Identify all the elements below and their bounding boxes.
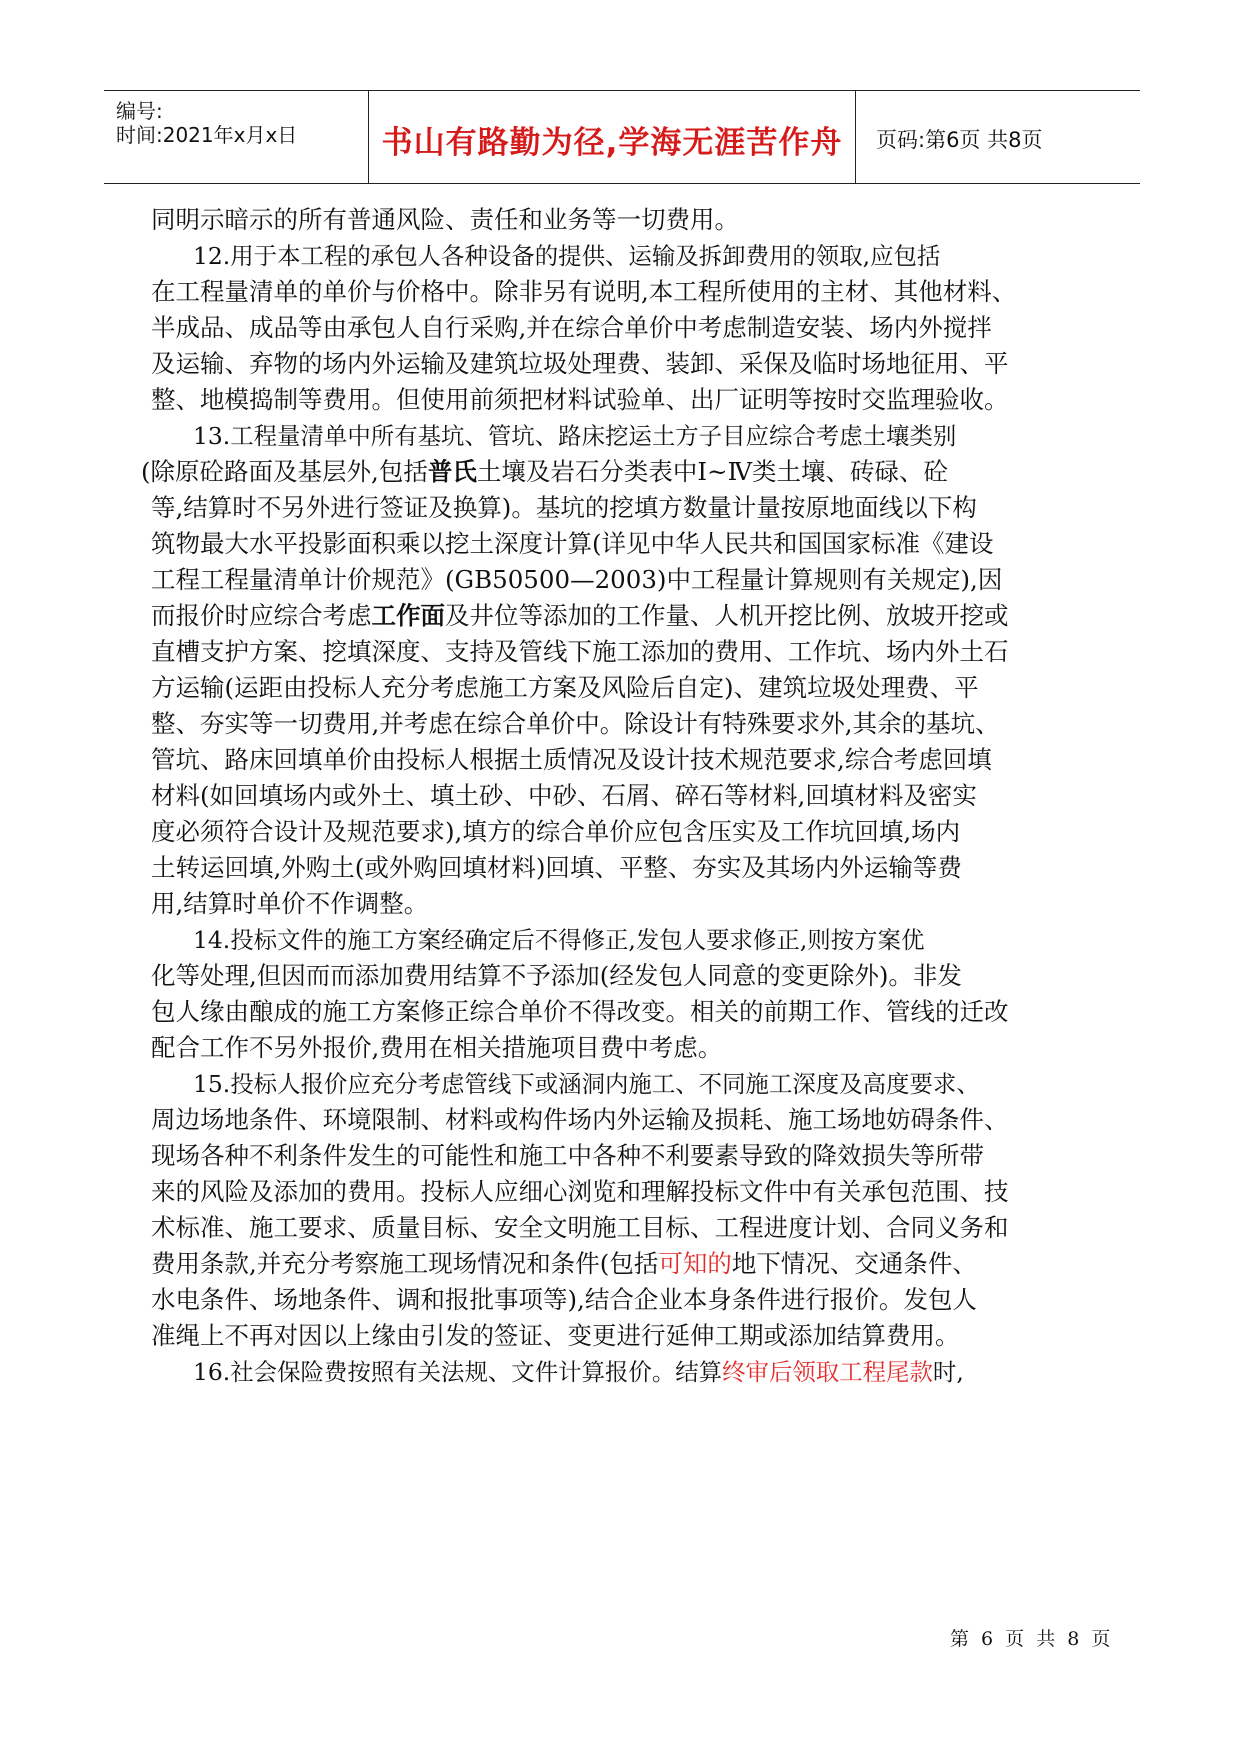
text-line: 整、地模捣制等费用。但使用前须把材料试验单、出厂证明等按时交监理验收。: [151, 385, 1009, 414]
text-line: 13.工程量清单中所有基坑、管坑、路床挖运土方子目应综合考虑土壤类别: [193, 422, 957, 450]
text-line: 管坑、路床回填单价由投标人根据土质情况及设计技术规范要求,综合考虑回填: [151, 745, 992, 774]
time-label: 时间:2021年x月x日: [116, 123, 298, 147]
text-line: 包人缘由酿成的施工方案修正综合单价不得改变。相关的前期工作、管线的迁改: [151, 997, 1009, 1026]
motto-text: 书山有路勤为径,学海无涯苦作舟: [381, 125, 843, 161]
highlighted-term: 终审后领取工程尾款: [722, 1358, 933, 1386]
text-line: 12.用于本工程的承包人各种设备的提供、运输及拆卸费用的领取,应包括: [193, 242, 941, 270]
text-line: 土转运回填,外购土(或外购回填材料)回填、平整、夯实及其场内外运输等费: [151, 853, 962, 882]
document-header: [104, 90, 1140, 184]
text-line: 用,结算时单价不作调整。: [151, 889, 429, 918]
page-footer: 第 6 页 共 8 页: [950, 1628, 1114, 1650]
text-line: [151, 1357, 1153, 1387]
number-label: 编号:: [116, 99, 163, 123]
text-line: 在工程量清单的单价与价格中。除非另有说明,本工程所使用的主材、其他材料、: [151, 277, 1017, 306]
text-line: 工程工程量清单计价规范》(GB50500—2003)中工程量计算规则有关规定),因: [151, 565, 1003, 594]
text-line: 15.投标人报价应充分考虑管线下或涵洞内施工、不同施工深度及高度要求、: [193, 1070, 980, 1098]
text-segment: 土壤及岩石分类表中Ⅰ~Ⅳ类土壤、砖碌、砼: [476, 457, 949, 486]
text-line: 现场各种不利条件发生的可能性和施工中各种不利要素导致的降效损失等所带: [151, 1141, 984, 1170]
text-line: 等,结算时不另外进行签证及换算)。基坑的挖填方数量计量按原地面线以下构: [151, 493, 977, 522]
text-line: 直槽支护方案、挖填深度、支持及管线下施工添加的费用、工作坑、场内外土石: [151, 637, 1009, 666]
text-line: 配合工作不另外报价,费用在相关措施项目费中考虑。: [151, 1033, 723, 1062]
text-line: 化等处理,但因而而添加费用结算不予添加(经发包人同意的变更除外)。非发: [151, 961, 962, 990]
header-page-cell: [856, 91, 1140, 183]
text-line: 14.投标文件的施工方案经确定后不得修正,发包人要求修正,则按方案优: [193, 926, 925, 954]
text-segment: 费用条款,并充分考察施工现场情况和条件(包括: [151, 1249, 659, 1278]
text-line: 方运输(运距由投标人充分考虑施工方案及风险后自定)、建筑垃圾处理费、平: [151, 673, 979, 702]
text-line: [151, 601, 1111, 631]
text-line: 水电条件、场地条件、调和报批事项等),结合企业本身条件进行报价。发包人: [151, 1285, 977, 1314]
text-segment: 地下情况、交通条件、: [731, 1249, 977, 1278]
text-line: 半成品、成品等由承包人自行采购,并在综合单价中考虑制造安装、场内外搅拌: [151, 313, 992, 342]
text-line: 整、夯实等一切费用,并考虑在综合单价中。除设计有特殊要求外,其余的基坑、: [151, 709, 1000, 738]
text-segment: (除原砼路面及基层外,包括: [141, 457, 428, 486]
text-line: 同明示暗示的所有普通风险、责任和业务等一切费用。: [151, 205, 739, 234]
header-motto-cell: [369, 91, 856, 183]
header-meta-cell: [104, 91, 369, 183]
text-line: 周边场地条件、环境限制、材料或构件场内外运输及损耗、施工场地妨碍条件、: [151, 1105, 1009, 1134]
header-page-info: 页码:第6页 共8页: [876, 128, 1043, 152]
highlighted-term: 可知的: [658, 1249, 732, 1278]
bold-term: 工作面: [371, 601, 445, 630]
text-segment: 16.社会保险费按照有关法规、文件计算报价。结算: [193, 1358, 723, 1386]
text-line: 筑物最大水平投影面积乘以挖土深度计算(详见中华人民共和国国家标准《建设: [151, 529, 994, 558]
text-line: 准绳上不再对因以上缘由引发的签证、变更进行延伸工期或添加结算费用。: [151, 1321, 960, 1350]
text-line: 及运输、弃物的场内外运输及建筑垃圾处理费、装卸、采保及临时场地征用、平: [151, 349, 1009, 378]
text-segment: 及井位等添加的工作量、人机开挖比例、放坡开挖或: [445, 601, 1009, 630]
text-line: 材料(如回填场内或外土、填土砂、中砂、石屑、碎石等材料,回填材料及密实: [151, 781, 977, 810]
text-segment: 时,: [932, 1358, 964, 1386]
text-line: [141, 457, 1101, 487]
bold-term: 普氏: [427, 457, 477, 486]
text-line: 度必须符合设计及规范要求),填方的综合单价应包含压实及工作坑回填,场内: [151, 817, 961, 846]
text-line: 术标准、施工要求、质量目标、安全文明施工目标、工程进度计划、合同义务和: [151, 1213, 1009, 1242]
text-line: [151, 1249, 1111, 1279]
text-line: 来的风险及添加的费用。投标人应细心浏览和理解投标文件中有关承包范围、技: [151, 1177, 1009, 1206]
text-segment: 而报价时应综合考虑: [151, 601, 372, 630]
